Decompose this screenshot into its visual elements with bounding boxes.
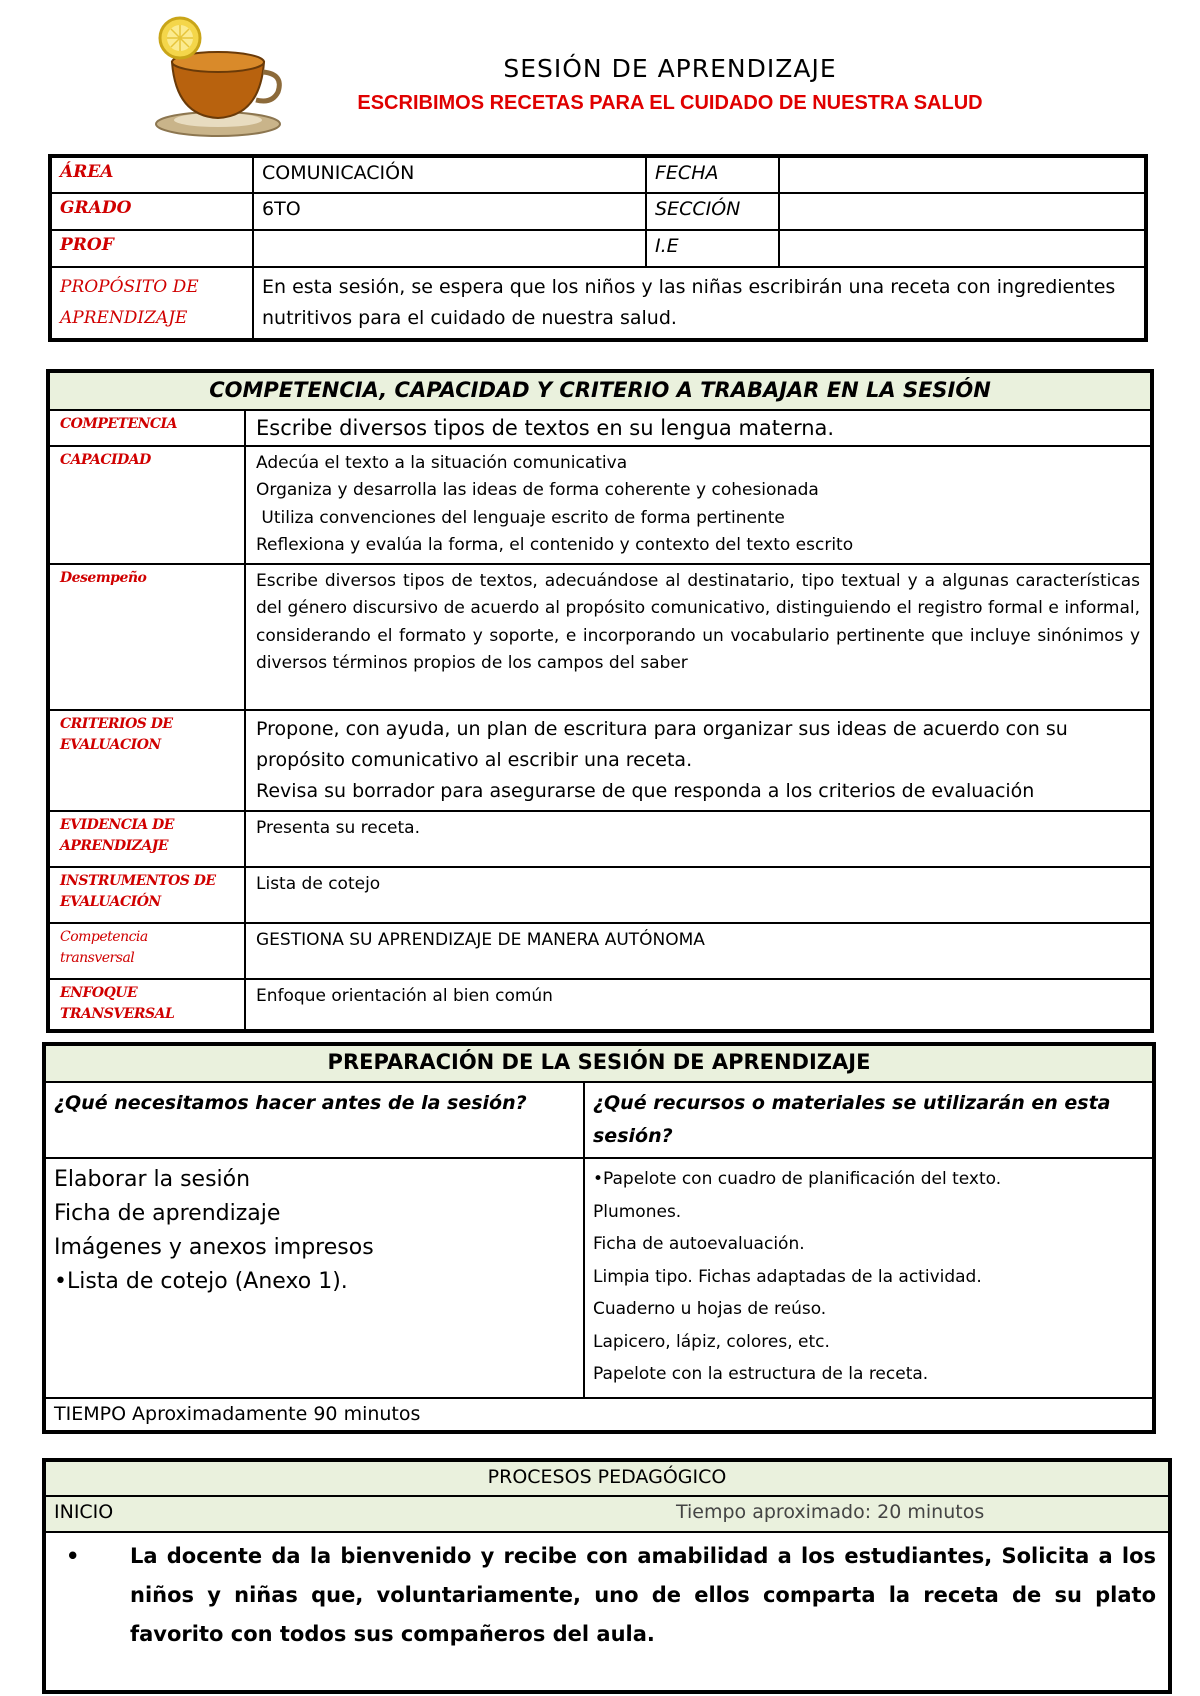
competencia-value: Escribe diversos tipos de textos en su lengua materna.: [245, 410, 1152, 446]
evidencia-label-line2: APRENDIZAJE: [60, 837, 169, 854]
preparacion-heading: PREPARACIÓN DE LA SESIÓN DE APRENDIZAJE: [44, 1044, 1154, 1082]
enfoque-label: [48, 979, 245, 1031]
inicio-label: INICIO: [54, 1501, 114, 1523]
evidencia-label: [48, 811, 245, 867]
list-item: Lapicero, lápiz, colores, etc.: [593, 1331, 830, 1352]
proposito-value: En esta sesión, se espera que los niños y las niñas escribirán una receta con ingredientes nutritivos para el cuidado de nuestra salud.: [253, 267, 1146, 340]
list-item: •Lista de cotejo (Anexo 1).: [54, 1269, 348, 1294]
list-item: •Papelote con cuadro de planificación del texto.: [593, 1169, 1002, 1189]
list-item: Cuaderno u hojas de reúso.: [593, 1299, 827, 1319]
instrumentos-label: [48, 867, 245, 923]
inicio-text: La docente da la bienvenido y recibe con amabilidad a los estudiantes, Solicita a los niños y niñas que, voluntariamente, uno de ellos comparta la receta de su plato favorito con todos sus compañeros del aula.: [130, 1544, 1156, 1646]
competencia-table: [46, 369, 1154, 1033]
list-item: Imágenes y anexos impresos: [54, 1235, 374, 1260]
area-value: COMUNICACIÓN: [253, 156, 646, 193]
capacidad-item: Organiza y desarrolla las ideas de forma coherente y cohesionada: [256, 480, 819, 500]
bullet: •: [66, 1544, 80, 1568]
question-before: ¿Qué necesitamos hacer antes de la sesión?: [44, 1082, 584, 1158]
procesos-table: [42, 1458, 1172, 1694]
prof-value: [253, 230, 646, 267]
fecha-label: FECHA: [646, 156, 779, 193]
tiempo-total: TIEMPO Aproximadamente 90 minutos: [44, 1398, 1154, 1432]
criterios-value: [245, 710, 1152, 811]
list-item: Elaborar la sesión: [54, 1167, 251, 1192]
prof-label: PROF: [50, 230, 253, 267]
seccion-label: SECCIÓN: [646, 193, 779, 230]
criterios-label-line1: CRITERIOS DE: [60, 715, 173, 732]
ie-label: I.E: [646, 230, 779, 267]
inicio-row: [44, 1496, 1170, 1532]
capacidad-item: Adecúa el texto a la situación comunicativa: [256, 452, 628, 473]
enfoque-label-line2: TRANSVERSAL: [60, 1005, 175, 1022]
competencia-label: COMPETENCIA: [48, 410, 245, 446]
instrumentos-label-line2: EVALUACIÓN: [60, 893, 161, 910]
competencia-heading: COMPETENCIA, CAPACIDAD Y CRITERIO A TRABAJAR EN LA SESIÓN: [48, 371, 1152, 410]
transversal-value: GESTIONA SU APRENDIZAJE DE MANERA AUTÓNOMA: [245, 923, 1152, 979]
evidencia-label-line1: EVIDENCIA DE: [60, 816, 174, 833]
evidencia-value: Presenta su receta.: [245, 811, 1152, 867]
instrumentos-label-line1: INSTRUMENTOS DE: [60, 872, 216, 889]
capacidad-item: Utiliza convenciones del lenguaje escrito de forma pertinente: [256, 507, 785, 528]
criterio-item: Propone, con ayuda, un plan de escritura para organizar sus ideas de acuerdo con su propósito comunicativo al escribir una receta.: [256, 717, 1068, 771]
enfoque-label-line1: ENFOQUE: [60, 984, 138, 1001]
ie-value: [779, 230, 1146, 267]
list-item: Ficha de autoevaluación.: [593, 1234, 805, 1254]
proposito-label: [50, 267, 253, 340]
grado-label: GRADO: [50, 193, 253, 230]
question-materials: ¿Qué recursos o materiales se utilizarán en esta sesión?: [584, 1082, 1154, 1158]
desempeno-value: Escribe diversos tipos de textos, adecuándose al destinatario, tipo textual y a algunas características del género discursivo de acuerdo al propósito comunicativo, distinguiendo el registro formal e informal, considerando el formato y soporte, e incorporando un vocabulario pertinente que incluye sinónimos y diversos términos propios de los campos del saber: [245, 564, 1152, 710]
inicio-content: [44, 1532, 1170, 1692]
page-title: SESIÓN DE APRENDIZAJE: [503, 54, 837, 83]
enfoque-value: Enfoque orientación al bien común: [245, 979, 1152, 1031]
transversal-label-line2: transversal: [60, 949, 135, 966]
list-item: Plumones.: [593, 1201, 682, 1222]
criterios-label-line2: EVALUACION: [60, 736, 161, 753]
inicio-tiempo: Tiempo aproximado: 20 minutos: [676, 1501, 985, 1523]
procesos-heading: PROCESOS PEDAGÓGICO: [44, 1460, 1170, 1496]
materials-list: [584, 1158, 1154, 1398]
info-table: [48, 154, 1148, 342]
criterio-item: Revisa su borrador para asegurarse de que responda a los criterios de evaluación: [256, 779, 1035, 802]
desempeno-label: Desempeño: [48, 564, 245, 710]
page-subtitle: ESCRIBIMOS RECETAS PARA EL CUIDADO DE NUESTRA SALUD: [357, 92, 983, 114]
list-item: Ficha de aprendizaje: [54, 1201, 281, 1226]
proposito-label-line2: APRENDIZAJE: [60, 308, 188, 328]
criterios-label: [48, 710, 245, 811]
capacidad-item: Reflexiona y evalúa la forma, el contenido y contexto del texto escrito: [256, 535, 854, 555]
list-item: Papelote con la estructura de la receta.: [593, 1364, 929, 1384]
fecha-value: [779, 156, 1146, 193]
list-item: Limpia tipo. Fichas adaptadas de la actividad.: [593, 1266, 982, 1287]
proposito-label-line1: PROPÓSITO DE: [60, 277, 199, 297]
before-list: [44, 1158, 584, 1398]
grado-value: 6TO: [253, 193, 646, 230]
capacidad-list: [245, 446, 1152, 564]
seccion-value: [779, 193, 1146, 230]
area-label: ÁREA: [50, 156, 253, 193]
capacidad-label: CAPACIDAD: [48, 446, 245, 564]
transversal-label: [48, 923, 245, 979]
transversal-label-line1: Competencia: [60, 928, 148, 945]
instrumentos-value: Lista de cotejo: [245, 867, 1152, 923]
preparacion-table: [42, 1042, 1156, 1434]
